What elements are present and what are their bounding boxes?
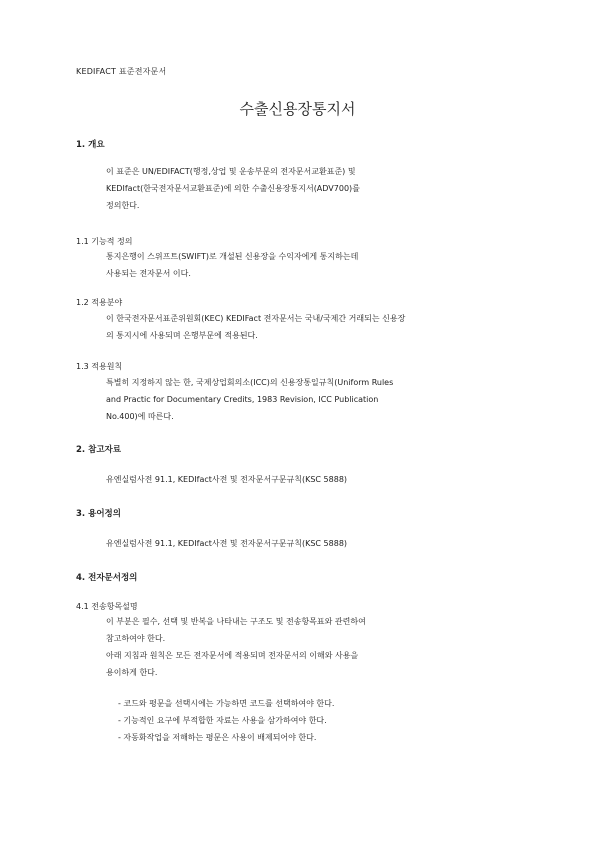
subsection-1-2-body — [106, 310, 405, 344]
text-line: 사용되는 전자문서 이다. — [106, 269, 191, 278]
subsection-1-1-heading: 1.1 기능적 정의 — [76, 237, 133, 246]
text-line: 특별히 지정하지 않는 한, 국제상업회의소(ICC)의 신용장통일규칙(Uniform Rules — [106, 378, 394, 387]
section-1-intro — [106, 163, 360, 214]
section-2-heading: 2. 참고자료 — [76, 445, 121, 455]
text-line: 정의한다. — [106, 201, 140, 210]
text-line: 이 부분은 필수, 선택 및 반복을 나타내는 구조도 및 전송항목표와 관련하여 — [106, 617, 366, 626]
subsection-1-2-heading: 1.2 적용분야 — [76, 298, 123, 307]
section-3-body — [106, 535, 347, 552]
text-line: 유엔실럼사전 91.1, KEDIfact사전 및 전자문서구문규칙(KSC 5888) — [106, 475, 348, 484]
subsection-4-1-heading: 4.1 전송항목설명 — [76, 602, 138, 611]
list-item: - 코드와 평문을 선택시에는 가능하면 코드를 선택하여야 한다. — [118, 699, 335, 708]
document-title: 수출신용장통지서 — [239, 100, 356, 118]
section-4-heading: 4. 전자문서정의 — [76, 573, 138, 583]
subsection-4-1-body — [106, 613, 366, 681]
text-line: and Practic for Documentary Credits, 1983 Revision, ICC Publication — [106, 395, 379, 404]
text-line: 이 표준은 UN/EDIFACT(행정,상업 및 운송부문의 전자문서교환표준) 및 — [106, 167, 356, 176]
text-line: 의 통지시에 사용되며 은행부문에 적용된다. — [106, 331, 258, 340]
subsection-1-1-body — [106, 248, 358, 282]
subsection-1-3-body — [106, 374, 393, 425]
section-3-heading: 3. 용어정의 — [76, 509, 121, 519]
list-item: - 자동화작업을 저해하는 평문은 사용이 배제되어야 한다. — [118, 733, 317, 742]
text-line: KEDIfact(한국전자문서교환표준)에 의한 수출신용장통지서(ADV700)를 — [106, 184, 360, 193]
text-line: 참고하여야 한다. — [106, 634, 166, 643]
text-line: 통지은행이 스위프트(SWIFT)로 개설된 신용장을 수익자에게 통지하는데 — [106, 252, 359, 261]
subsection-4-1-bullets — [118, 695, 334, 746]
text-line: 아래 지침과 원칙은 모든 전자문서에 적용되며 전자문서의 이해와 사용을 — [106, 651, 359, 660]
text-line: 이 한국전자문서표준위원회(KEC) KEDIFact 전자문서는 국내/국제간 거래되는 신용장 — [106, 314, 406, 323]
text-line: 유엔실럼사전 91.1, KEDIfact사전 및 전자문서구문규칙(KSC 5888) — [106, 539, 348, 548]
document-header: KEDIFACT 표준전자문서 — [76, 67, 167, 76]
text-line: 용이하게 한다. — [106, 668, 158, 677]
text-line: No.400)에 따른다. — [106, 412, 174, 421]
list-item: - 기능적인 요구에 부적합한 자료는 사용을 삼가하여야 한다. — [118, 716, 327, 725]
section-2-body — [106, 471, 347, 488]
section-1-heading: 1. 개요 — [76, 140, 105, 150]
subsection-1-3-heading: 1.3 적용원칙 — [76, 362, 123, 371]
